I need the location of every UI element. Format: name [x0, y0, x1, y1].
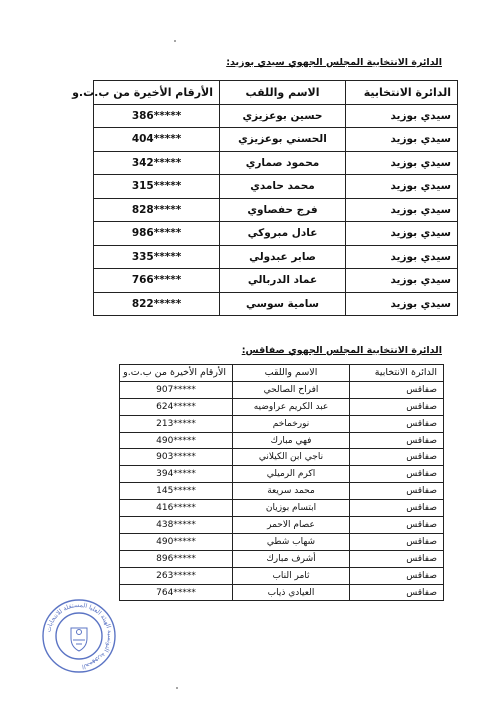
region-cell: سيدي بوزيد: [346, 245, 458, 269]
id-code-cell: 766*****: [94, 269, 220, 293]
name-cell: محمود صماري: [220, 151, 346, 175]
name-cell: عادل مبروكي: [220, 222, 346, 246]
stamp-text: الجمهورية التونسية الهيئة العليا المستقلة للانتخابات: [45, 601, 114, 670]
region-cell: صفاقس: [350, 483, 444, 500]
stamp-emblem: [71, 628, 87, 651]
stamp-inner-ring: [56, 613, 102, 659]
table-row: [120, 432, 444, 449]
official-stamp: [41, 598, 117, 674]
region-cell: صفاقس: [350, 398, 444, 415]
header-name: الاسم واللقب: [233, 365, 350, 382]
id-code-cell: 342*****: [94, 151, 220, 175]
id-code-cell: 394*****: [120, 466, 233, 483]
name-cell: نورخماخم: [233, 415, 350, 432]
table-header-row: [120, 365, 444, 382]
region-cell: صفاقس: [350, 550, 444, 567]
table-row: [120, 449, 444, 466]
scan-speck: [174, 40, 176, 42]
table-row: [120, 517, 444, 534]
header-region: الدائرة الانتخابية: [346, 81, 458, 105]
header-code: الأرقام الأخيرة من ب.ت.و: [120, 365, 233, 382]
table-row: [94, 128, 458, 152]
header-name: الاسم واللقب: [220, 81, 346, 105]
name-cell: صابر عبدولي: [220, 245, 346, 269]
table-row: [94, 245, 458, 269]
id-code-cell: 315*****: [94, 175, 220, 199]
region-cell: صفاقس: [350, 381, 444, 398]
name-cell: افراح الصالحي: [233, 381, 350, 398]
region-cell: سيدي بوزيد: [346, 198, 458, 222]
name-cell: عماد الدربالي: [220, 269, 346, 293]
region-cell: صفاقس: [350, 517, 444, 534]
table-row: [120, 483, 444, 500]
name-cell: ابتسام بوزيان: [233, 500, 350, 517]
region-cell: صفاقس: [350, 432, 444, 449]
id-code-cell: 828*****: [94, 198, 220, 222]
table-row: [120, 415, 444, 432]
table-row: [120, 584, 444, 601]
region-cell: صفاقس: [350, 533, 444, 550]
region-cell: صفاقس: [350, 466, 444, 483]
section1-table-body: [94, 104, 458, 316]
name-cell: سامية سوسي: [220, 292, 346, 316]
name-cell: ثامر الناب: [233, 567, 350, 584]
name-cell: فهي مبارك: [233, 432, 350, 449]
name-cell: شهاب شطي: [233, 533, 350, 550]
id-code-cell: 896*****: [120, 550, 233, 567]
table-row: [94, 198, 458, 222]
id-code-cell: 145*****: [120, 483, 233, 500]
id-code-cell: 764*****: [120, 584, 233, 601]
name-cell: فرج حفصاوي: [220, 198, 346, 222]
table-row: [94, 104, 458, 128]
region-cell: سيدي بوزيد: [346, 222, 458, 246]
table-row: [120, 567, 444, 584]
table-row: [120, 500, 444, 517]
header-code: الأرقام الأخيرة من ب.ت.و: [94, 81, 220, 105]
table-row: [120, 533, 444, 550]
id-code-cell: 213*****: [120, 415, 233, 432]
name-cell: محمد حامدي: [220, 175, 346, 199]
table-row: [120, 466, 444, 483]
region-cell: سيدي بوزيد: [346, 175, 458, 199]
section2-heading: الدائرة الانتخابية المجلس الجهوي صفاقس:: [241, 345, 442, 356]
header-region: الدائرة الانتخابية: [350, 365, 444, 382]
name-cell: الحسني بوعزيزي: [220, 128, 346, 152]
table-row: [94, 269, 458, 293]
id-code-cell: 335*****: [94, 245, 220, 269]
region-cell: صفاقس: [350, 584, 444, 601]
name-cell: أشرف مبارك: [233, 550, 350, 567]
table-row: [94, 175, 458, 199]
region-cell: سيدي بوزيد: [346, 151, 458, 175]
id-code-cell: 490*****: [120, 533, 233, 550]
name-cell: العيادي ذياب: [233, 584, 350, 601]
name-cell: حسين بوعزيزي: [220, 104, 346, 128]
table-header-row: [94, 81, 458, 105]
table-row: [120, 398, 444, 415]
table-row: [120, 550, 444, 567]
name-cell: عصام الاحمر: [233, 517, 350, 534]
table-row: [94, 151, 458, 175]
id-code-cell: 386*****: [94, 104, 220, 128]
id-code-cell: 624*****: [120, 398, 233, 415]
name-cell: اكرم الرميلي: [233, 466, 350, 483]
table-row: [94, 292, 458, 316]
region-cell: سيدي بوزيد: [346, 104, 458, 128]
id-code-cell: 490*****: [120, 432, 233, 449]
stamp-outer-ring: [43, 600, 115, 672]
name-cell: ناجي ابن الكيلاني: [233, 449, 350, 466]
id-code-cell: 907*****: [120, 381, 233, 398]
table-row: [120, 381, 444, 398]
region-cell: صفاقس: [350, 449, 444, 466]
id-code-cell: 903*****: [120, 449, 233, 466]
section1-heading: الدائرة الانتخابية المجلس الجهوي سيدي بوزيد:: [226, 57, 442, 68]
id-code-cell: 263*****: [120, 567, 233, 584]
region-cell: سيدي بوزيد: [346, 269, 458, 293]
name-cell: عبد الكريم عراوضيه: [233, 398, 350, 415]
region-cell: سيدي بوزيد: [346, 292, 458, 316]
region-cell: صفاقس: [350, 415, 444, 432]
scan-speck: [176, 687, 178, 689]
region-cell: سيدي بوزيد: [346, 128, 458, 152]
name-cell: محمد سريعة: [233, 483, 350, 500]
region-cell: صفاقس: [350, 500, 444, 517]
id-code-cell: 986*****: [94, 222, 220, 246]
table-row: [94, 222, 458, 246]
id-code-cell: 822*****: [94, 292, 220, 316]
region-cell: صفاقس: [350, 567, 444, 584]
id-code-cell: 438*****: [120, 517, 233, 534]
section2-table-body: [120, 381, 444, 601]
id-code-cell: 416*****: [120, 500, 233, 517]
section2-table: [119, 364, 444, 601]
id-code-cell: 404*****: [94, 128, 220, 152]
section1-table: [72, 80, 458, 316]
